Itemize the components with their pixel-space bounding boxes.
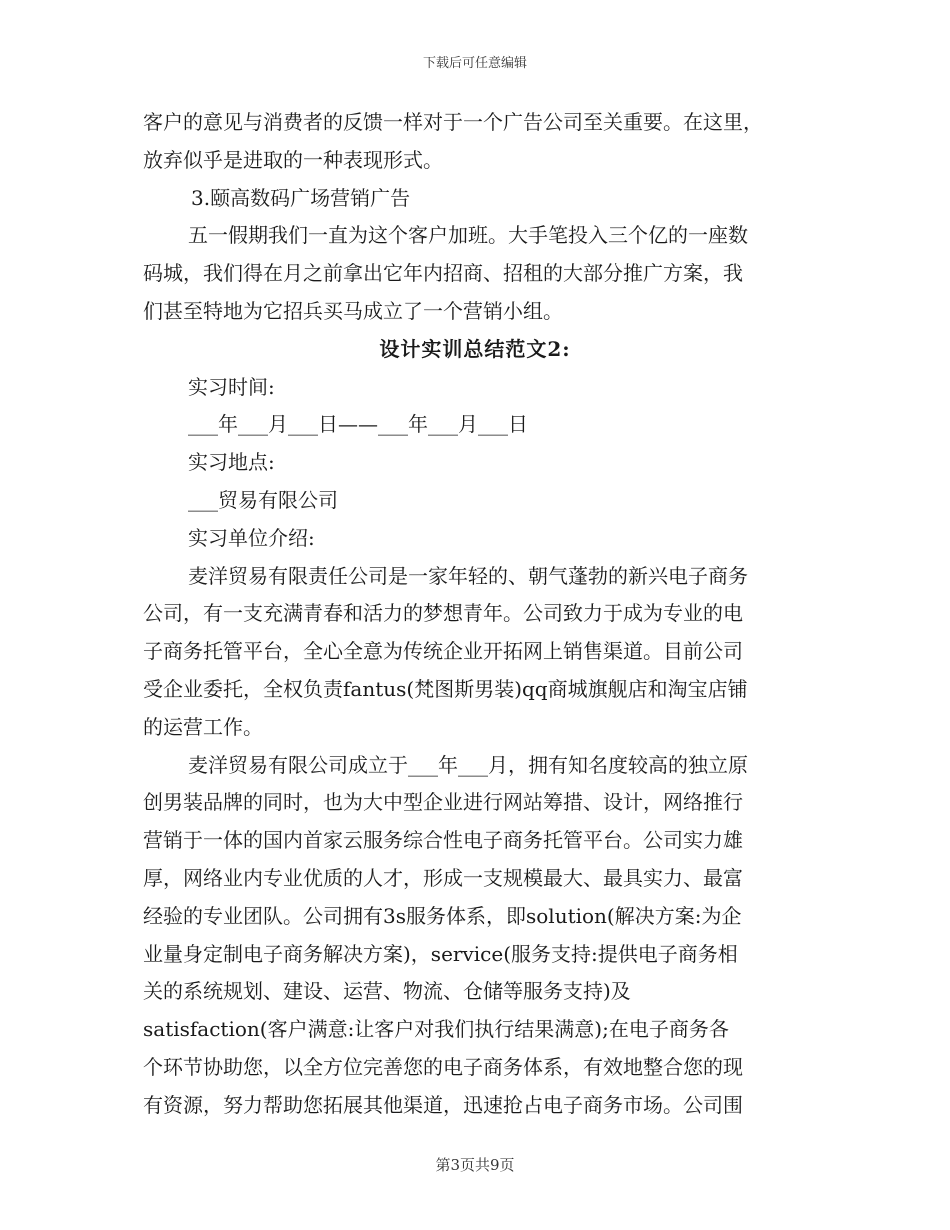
paragraph-line: 的运营工作。 [143,714,263,739]
paragraph-line: 麦洋贸易有限公司成立于___年___月，拥有知名度较高的独立原 [188,752,748,777]
paragraph-line: 受企业委托，全权负责fantus(梵图斯男装)qq商城旗舰店和淘宝店铺 [143,676,748,701]
field-value: ___年___月___日——___年___月___日 [188,412,528,437]
paragraph-line: satisfaction(客户满意:让客户对我们执行结果满意);在电子商务各 [143,1017,729,1042]
field-label: 实习地点: [188,450,275,475]
field-label: 实习单位介绍: [188,525,315,550]
section-title: 3.颐高数码广场营销广告 [191,185,411,210]
paragraph-line: 放弃似乎是进取的一种表现形式。 [143,147,443,172]
document-heading: 设计实训总结范文2: [379,336,571,361]
paragraph-line: 关的系统规划、建设、运营、物流、仓储等服务支持)及 [143,979,631,1004]
field-label: 实习时间: [188,374,275,399]
page-header: 下载后可任意编辑 [422,56,527,71]
paragraph-line: 麦洋贸易有限责任公司是一家年轻的、朝气蓬勃的新兴电子商务 [188,563,748,588]
field-value: ___贸易有限公司 [188,487,338,512]
paragraph-line: 码城，我们得在月之前拿出它年内招商、招租的大部分推广方案，我 [143,261,743,286]
paragraph-line: 厚，网络业内专业优质的人才，形成一支规模最大、最具实力、最富 [143,865,743,890]
paragraph-line: 五一假期我们一直为这个客户加班。大手笔投入三个亿的一座数 [188,223,748,248]
paragraph-line: 客户的意见与消费者的反馈一样对于一个广告公司至关重要。在这里， [143,110,763,134]
paragraph-line: 子商务托管平台，全心全意为传统企业开拓网上销售渠道。目前公司 [143,639,743,664]
paragraph-line: 创男装品牌的同时，也为大中型企业进行网站筹措、设计，网络推行 [143,790,743,815]
paragraph-line: 经验的专业团队。公司拥有3s服务体系，即solution(解决方案:为企 [143,903,742,928]
paragraph-line: 公司，有一支充满青春和活力的梦想青年。公司致力于成为专业的电 [143,601,743,626]
paragraph-line: 业量身定制电子商务解决方案)，service(服务支持:提供电子商务相 [143,941,738,966]
paragraph-line: 们甚至特地为它招兵买马成立了一个营销小组。 [143,298,563,323]
paragraph-line: 营销于一体的国内首家云服务综合性电子商务托管平台。公司实力雄 [143,828,743,853]
page-footer: 第3页共9页 [435,1156,515,1174]
paragraph-line: 个环节协助您，以全方位完善您的电子商务体系，有效地整合您的现 [143,1054,743,1079]
paragraph-line: 有资源，努力帮助您拓展其他渠道，迅速抢占电子商务市场。公司围 [143,1092,743,1117]
document-body [143,104,807,1125]
